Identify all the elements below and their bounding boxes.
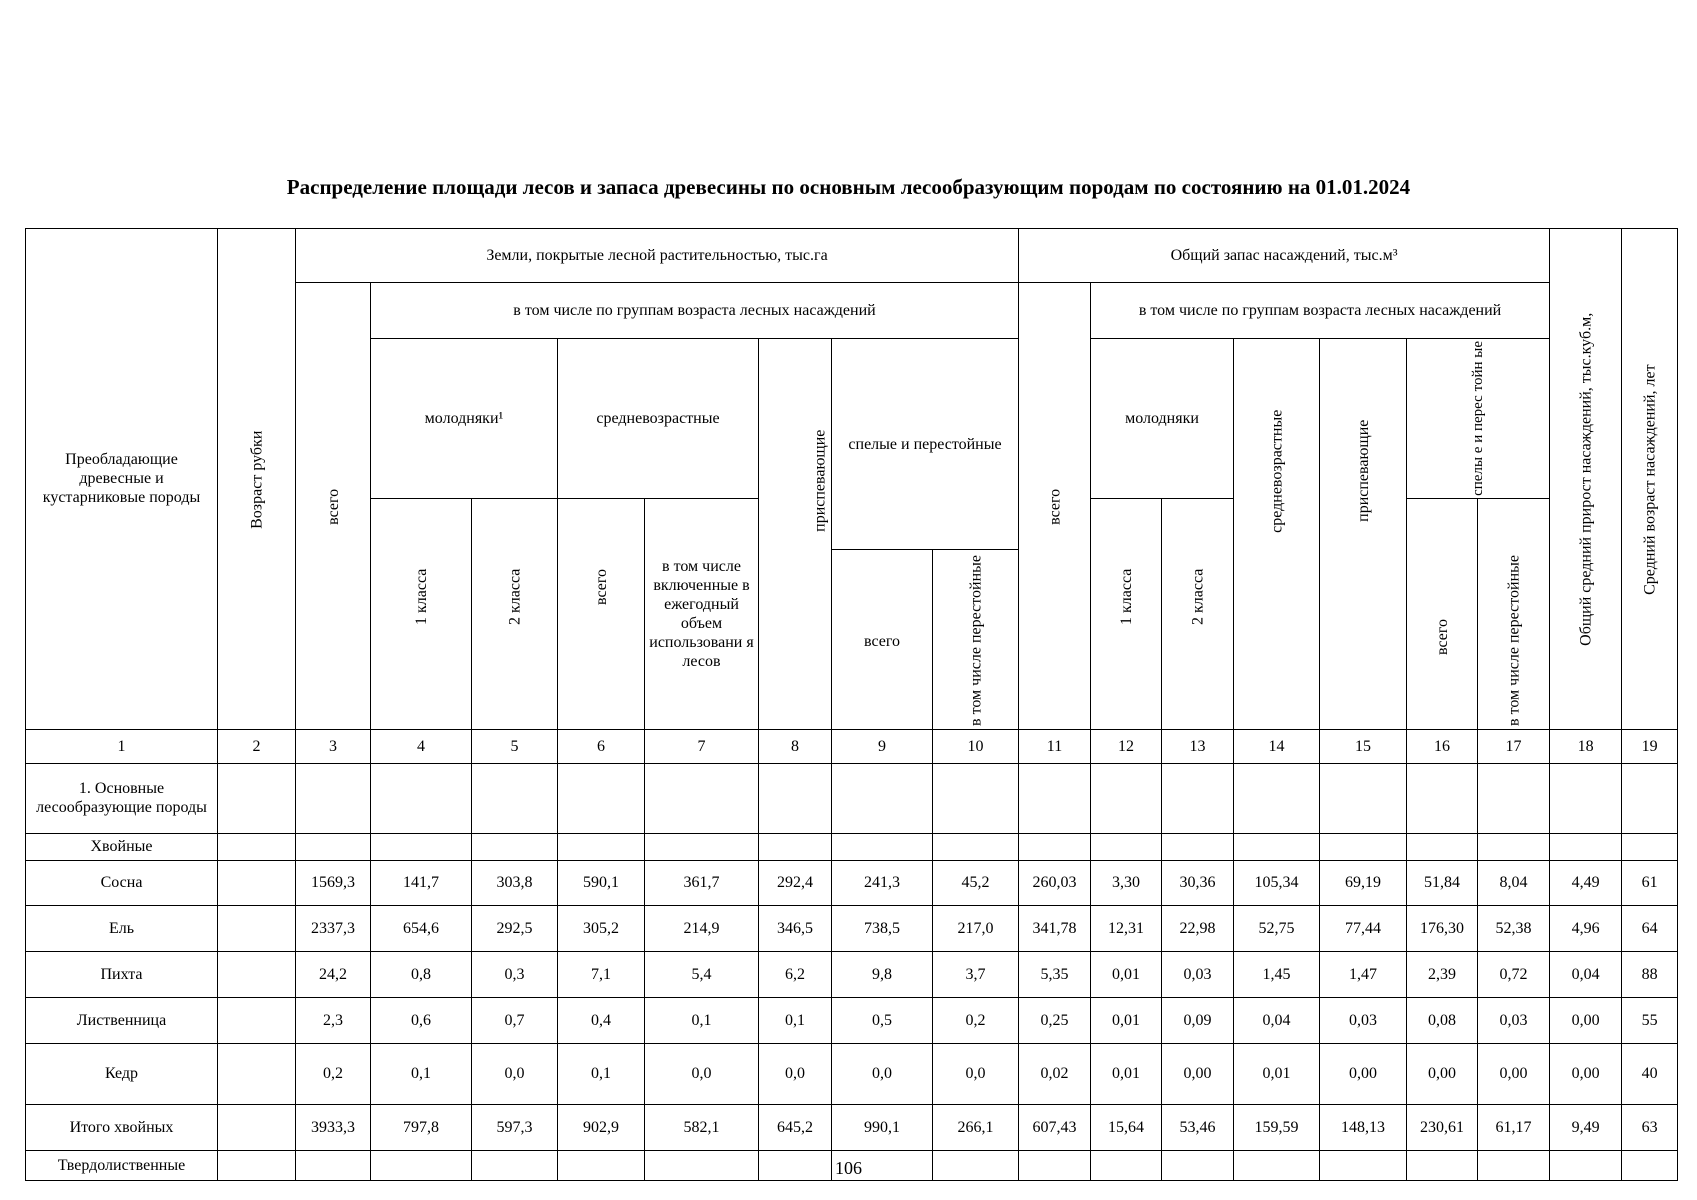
table-cell: 0,1 <box>759 997 832 1043</box>
species-name: Кедр <box>26 1043 218 1104</box>
table-row <box>26 951 1678 997</box>
header-land-age-groups: в том числе по группам возраста лесных насаждений <box>371 283 1019 339</box>
table-cell: 607,43 <box>1019 1104 1091 1150</box>
table-cell <box>218 1104 296 1150</box>
table-cell: 2,39 <box>1407 951 1478 997</box>
table-cell: 0,02 <box>1019 1043 1091 1104</box>
header-stock-group: Общий запас насаждений, тыс.м³ <box>1019 229 1550 283</box>
table-cell: 0,6 <box>371 997 472 1043</box>
header-land-group: Земли, покрытые лесной растительностью, тыс.га <box>296 229 1019 283</box>
table-cell: 0,0 <box>832 1043 933 1104</box>
forest-distribution-table <box>25 228 1678 1181</box>
table-cell: 0,03 <box>1320 997 1407 1043</box>
species-name: Итого хвойных <box>26 1104 218 1150</box>
col-number: 18 <box>1550 729 1622 763</box>
col-number: 10 <box>933 729 1019 763</box>
table-cell: 64 <box>1622 905 1678 951</box>
header-land-ripe: спелые и перестойные <box>832 339 1019 550</box>
header-avg-age: Средний возраст насаждений, лет <box>1622 229 1678 730</box>
table-cell: 52,38 <box>1478 905 1550 951</box>
table-cell: 260,03 <box>1019 860 1091 905</box>
table-cell: 77,44 <box>1320 905 1407 951</box>
table-cell: 590,1 <box>558 860 645 905</box>
table-cell: 346,5 <box>759 905 832 951</box>
page-number: 106 <box>835 1158 862 1178</box>
table-cell: 88 <box>1622 951 1678 997</box>
table-cell: 0,0 <box>759 1043 832 1104</box>
table-cell: 30,36 <box>1162 860 1234 905</box>
table-cell: 266,1 <box>933 1104 1019 1150</box>
table-cell: 63 <box>1622 1104 1678 1150</box>
header-stock-young-class2: 2 класса <box>1162 498 1234 729</box>
table-cell: 105,34 <box>1234 860 1320 905</box>
col-number: 16 <box>1407 729 1478 763</box>
table-cell: 69,19 <box>1320 860 1407 905</box>
header-stock-ripening: приспевающие <box>1320 339 1407 730</box>
table-cell: 0,0 <box>933 1043 1019 1104</box>
table-cell: 51,84 <box>1407 860 1478 905</box>
table-cell: 61 <box>1622 860 1678 905</box>
header-land-ripe-total: всего <box>832 549 933 729</box>
table-cell: 305,2 <box>558 905 645 951</box>
col-number: 4 <box>371 729 472 763</box>
table-cell: 0,09 <box>1162 997 1234 1043</box>
header-stock-ripe-total: всего <box>1407 498 1478 729</box>
table-cell: 15,64 <box>1091 1104 1162 1150</box>
table-cell: 1569,3 <box>296 860 371 905</box>
header-stock-young-class1: 1 класса <box>1091 498 1162 729</box>
table-cell: 341,78 <box>1019 905 1091 951</box>
header-cutting-age: Возраст рубки <box>218 229 296 730</box>
table-cell: 3933,3 <box>296 1104 371 1150</box>
table-row <box>26 1104 1678 1150</box>
table-cell: 0,25 <box>1019 997 1091 1043</box>
table-cell: 0,00 <box>1407 1043 1478 1104</box>
table-cell: 0,2 <box>296 1043 371 1104</box>
table-row <box>26 997 1678 1043</box>
table-cell <box>218 1043 296 1104</box>
table-cell: 52,75 <box>1234 905 1320 951</box>
table-cell: 0,00 <box>1320 1043 1407 1104</box>
header-land-ripening: приспевающие <box>759 339 832 730</box>
col-number: 1 <box>26 729 218 763</box>
table-cell: 3,30 <box>1091 860 1162 905</box>
col-number: 8 <box>759 729 832 763</box>
table-cell: 0,01 <box>1091 997 1162 1043</box>
col-number: 9 <box>832 729 933 763</box>
table-cell: 8,04 <box>1478 860 1550 905</box>
col-number: 15 <box>1320 729 1407 763</box>
table-cell: 1,45 <box>1234 951 1320 997</box>
header-land-total: всего <box>296 283 371 730</box>
table-cell: 12,31 <box>1091 905 1162 951</box>
header-stock-ripe: спелы е и перес тойн ые <box>1407 339 1550 499</box>
table-cell: 0,72 <box>1478 951 1550 997</box>
table-cell: 55 <box>1622 997 1678 1043</box>
species-name: Сосна <box>26 860 218 905</box>
table-cell: 0,1 <box>645 997 759 1043</box>
table-cell: 45,2 <box>933 860 1019 905</box>
table-cell: 0,04 <box>1550 951 1622 997</box>
table-cell: 0,3 <box>472 951 558 997</box>
table-cell: 217,0 <box>933 905 1019 951</box>
table-cell: 902,9 <box>558 1104 645 1150</box>
header-growth: Общий средний прирост насаждений, тыс.куб.м, <box>1550 229 1622 730</box>
table-cell: 214,9 <box>645 905 759 951</box>
header-stock-age-groups: в том числе по группам возраста лесных насаждений <box>1091 283 1550 339</box>
species-name: Пихта <box>26 951 218 997</box>
table-cell: 0,01 <box>1091 951 1162 997</box>
table-cell: 990,1 <box>832 1104 933 1150</box>
table-cell: 0,0 <box>645 1043 759 1104</box>
header-stock-young: молодняки <box>1091 339 1234 499</box>
table-cell: 1,47 <box>1320 951 1407 997</box>
table-cell: 5,4 <box>645 951 759 997</box>
section-hardwoods-label: Твердолиственные <box>26 1150 218 1180</box>
table-cell: 0,7 <box>472 997 558 1043</box>
col-number: 2 <box>218 729 296 763</box>
col-number: 5 <box>472 729 558 763</box>
table-cell: 0,4 <box>558 997 645 1043</box>
table-cell: 7,1 <box>558 951 645 997</box>
col-number: 19 <box>1622 729 1678 763</box>
table-cell: 0,00 <box>1478 1043 1550 1104</box>
table-cell: 654,6 <box>371 905 472 951</box>
table-cell <box>218 860 296 905</box>
table-cell: 0,00 <box>1550 1043 1622 1104</box>
col-number: 13 <box>1162 729 1234 763</box>
col-number: 17 <box>1478 729 1550 763</box>
table-cell: 0,04 <box>1234 997 1320 1043</box>
table-cell: 0,03 <box>1162 951 1234 997</box>
header-land-middle: средневозрастные <box>558 339 759 499</box>
section-main-label: 1. Основные лесообразующие породы <box>26 763 218 833</box>
table-cell: 597,3 <box>472 1104 558 1150</box>
table-cell: 0,8 <box>371 951 472 997</box>
table-cell: 53,46 <box>1162 1104 1234 1150</box>
section-row-main <box>26 763 1678 833</box>
table-cell: 0,2 <box>933 997 1019 1043</box>
header-stock-total: всего <box>1019 283 1091 730</box>
table-row <box>26 905 1678 951</box>
header-species: Преобладающие древесные и кустарниковые породы <box>26 229 218 730</box>
table-cell: 9,8 <box>832 951 933 997</box>
table-cell: 2337,3 <box>296 905 371 951</box>
document-title: Распределение площади лесов и запаса древесины по основным лесообразующим породам по состоянию на 01.01.2024 <box>286 175 1411 199</box>
table-cell: 141,7 <box>371 860 472 905</box>
table-cell <box>218 905 296 951</box>
col-number: 3 <box>296 729 371 763</box>
table-cell: 645,2 <box>759 1104 832 1150</box>
header-land-young-class2: 2 класса <box>472 498 558 729</box>
table-row <box>26 860 1678 905</box>
species-name: Ель <box>26 905 218 951</box>
table-cell: 0,00 <box>1550 997 1622 1043</box>
table-cell: 303,8 <box>472 860 558 905</box>
table-cell: 361,7 <box>645 860 759 905</box>
table-cell: 4,49 <box>1550 860 1622 905</box>
table-cell: 9,49 <box>1550 1104 1622 1150</box>
col-number: 6 <box>558 729 645 763</box>
table-body <box>26 860 1678 1150</box>
table-cell: 0,01 <box>1234 1043 1320 1104</box>
table-cell: 3,7 <box>933 951 1019 997</box>
table-cell: 582,1 <box>645 1104 759 1150</box>
col-number: 11 <box>1019 729 1091 763</box>
table-cell: 0,00 <box>1162 1043 1234 1104</box>
table-cell: 0,01 <box>1091 1043 1162 1104</box>
column-numbers-row <box>26 729 1678 763</box>
table-cell: 148,13 <box>1320 1104 1407 1150</box>
table-cell: 22,98 <box>1162 905 1234 951</box>
table-cell: 738,5 <box>832 905 933 951</box>
table-cell: 5,35 <box>1019 951 1091 997</box>
table-cell: 292,5 <box>472 905 558 951</box>
table-cell: 159,59 <box>1234 1104 1320 1150</box>
table-cell <box>218 997 296 1043</box>
table-cell: 176,30 <box>1407 905 1478 951</box>
table-cell: 40 <box>1622 1043 1678 1104</box>
section-conifers-label: Хвойные <box>26 833 218 860</box>
header-land-young-class1: 1 класса <box>371 498 472 729</box>
species-name: Лиственница <box>26 997 218 1043</box>
table-cell: 292,4 <box>759 860 832 905</box>
header-stock-ripe-overripe: в том числе перестойные <box>1478 498 1550 729</box>
section-row-conifers <box>26 833 1678 860</box>
table-cell: 0,08 <box>1407 997 1478 1043</box>
table-cell: 0,1 <box>558 1043 645 1104</box>
table-cell: 61,17 <box>1478 1104 1550 1150</box>
header-land-young: молодняки¹ <box>371 339 558 499</box>
table-cell: 0,0 <box>472 1043 558 1104</box>
table-cell: 2,3 <box>296 997 371 1043</box>
table-cell: 0,5 <box>832 997 933 1043</box>
table-cell: 4,96 <box>1550 905 1622 951</box>
table-cell: 6,2 <box>759 951 832 997</box>
header-land-middle-total: всего <box>558 498 645 729</box>
header-land-middle-included: в том числе включенные в ежегодный объем использовани я лесов <box>645 498 759 729</box>
col-number: 7 <box>645 729 759 763</box>
header-stock-middle: средневозрастные <box>1234 339 1320 730</box>
col-number: 12 <box>1091 729 1162 763</box>
table-cell: 24,2 <box>296 951 371 997</box>
col-number: 14 <box>1234 729 1320 763</box>
table-cell: 0,03 <box>1478 997 1550 1043</box>
table-cell <box>218 951 296 997</box>
table-cell: 230,61 <box>1407 1104 1478 1150</box>
table-cell: 797,8 <box>371 1104 472 1150</box>
table-cell: 241,3 <box>832 860 933 905</box>
table-row <box>26 1043 1678 1104</box>
table-cell: 0,1 <box>371 1043 472 1104</box>
header-land-ripe-overripe: в том числе перестойные <box>933 549 1019 729</box>
